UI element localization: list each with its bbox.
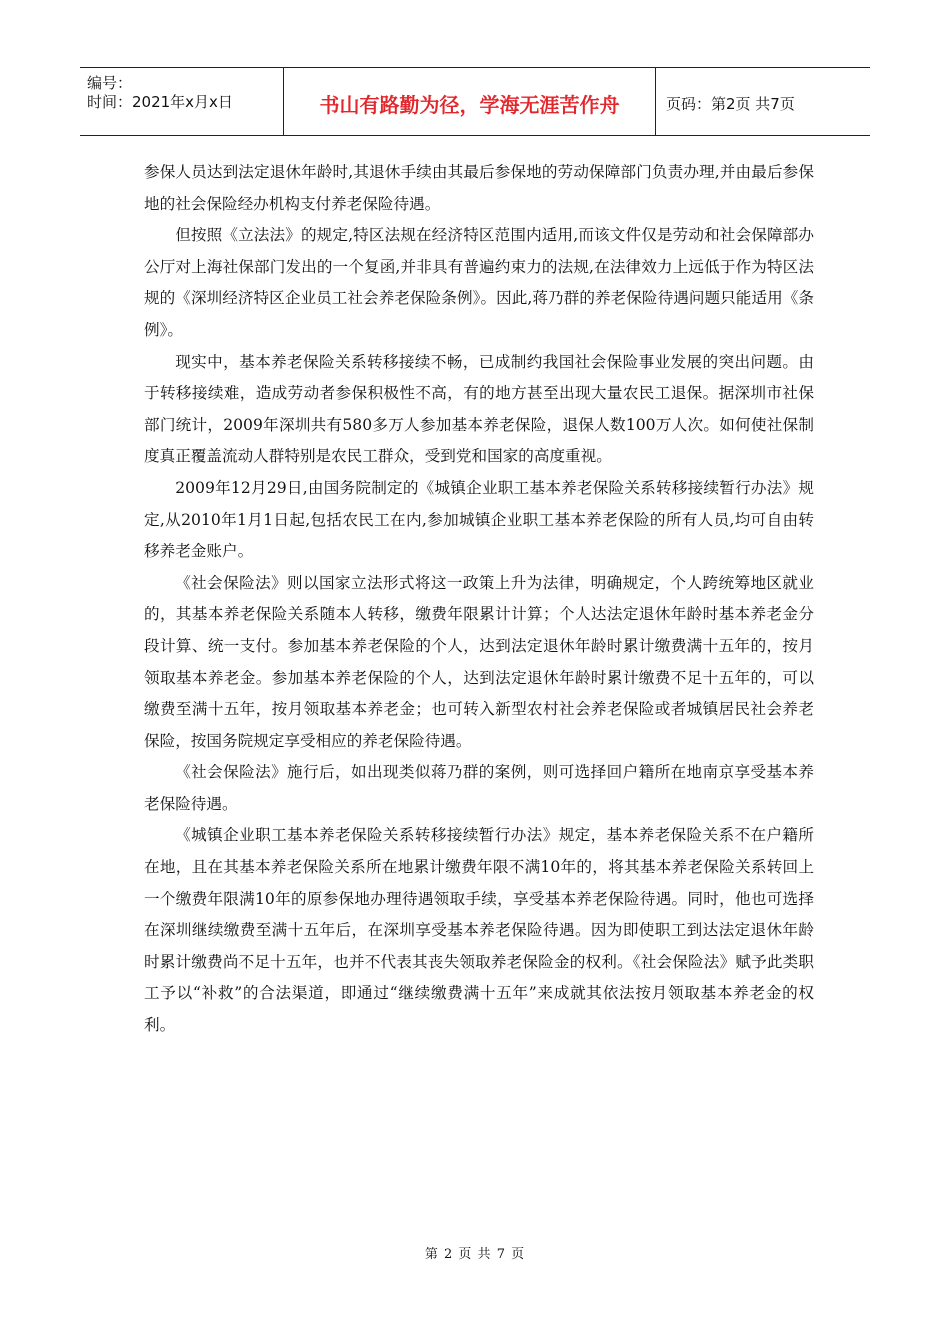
header-time-label: 时间：2021年x月x日 xyxy=(87,93,233,111)
document-header xyxy=(80,67,870,136)
body-paragraph-4: 2009年12月29日,由国务院制定的《城镇企业职工基本养老保险关系转移接续暂行办法》规定,从2010年1月1日起,包括农民工在内,参加城镇企业职工基本养老保险的所有人员,均可自由转移养老金账户。 xyxy=(144,478,814,561)
header-motto: 书山有路勤为径，学海无涯苦作舟 xyxy=(284,68,656,135)
body-paragraph-1: 参保人员达到法定退休年龄时,其退休手续由其最后参保地的劳动保障部门负责办理,并由最后参保地的社会保险经办机构支付养老保险待遇。 xyxy=(144,163,814,213)
body-paragraph-5: 《社会保险法》则以国家立法形式将这一政策上升为法律，明确规定，个人跨统筹地区就业的，其基本养老保险关系随本人转移，缴费年限累计计算；个人达法定退休年龄时基本养老金分段计算、统一支付。参加基本养老保险的个人，达到法定退休年龄时累计缴费满十五年的，按月领取基本养老金。参加基本养老保险的个人，达到法定退休年龄时累计缴费不足十五年的，可以缴费至满十五年，按月领取基本养老金；也可转入新型农村社会养老保险或者城镇居民社会养老保险，按国务院规定享受相应的养老保险待遇。 xyxy=(144,573,814,750)
header-meta-cell xyxy=(80,68,284,135)
body-paragraph-3: 现实中，基本养老保险关系转移接续不畅，已成制约我国社会保险事业发展的突出问题。由于转移接续难，造成劳动者参保积极性不高，有的地方甚至出现大量农民工退保。据深圳市社保部门统计，2009年深圳共有580多万人参加基本养老保险，退保人数100万人次。如何使社保制度真正覆盖流动人群特别是农民工群众，受到党和国家的高度重视。 xyxy=(144,352,814,466)
header-number-label: 编号： xyxy=(87,74,133,92)
body-paragraph-7: 《城镇企业职工基本养老保险关系转移接续暂行办法》规定，基本养老保险关系不在户籍所在地，且在其基本养老保险关系所在地累计缴费年限不满10年的，将其基本养老保险关系转回上一个缴费年限满10年的原参保地办理待遇领取手续，享受基本养老保险待遇。同时，他也可选择在深圳继续缴费至满十五年后，在深圳享受基本养老保险待遇。因为即使职工到达法定退休年龄时累计缴费尚不足十五年，也并不代表其丧失领取养老保险金的权利。《社会保险法》赋予此类职工予以“补救”的合法渠道，即通过“继续缴费满十五年”来成就其依法按月领取基本养老金的权利。 xyxy=(144,826,814,1035)
document-body xyxy=(144,157,814,1042)
page-footer: 第 2 页 共 7 页 xyxy=(424,1247,526,1262)
body-paragraph-6: 《社会保险法》施行后，如出现类似蒋乃群的案例，则可选择回户籍所在地南京享受基本养老保险待遇。 xyxy=(144,763,814,813)
header-page-info: 页码：第2页 共7页 xyxy=(666,94,795,113)
body-paragraph-2: 但按照《立法法》的规定,特区法规在经济特区范围内适用,而该文件仅是劳动和社会保障部办公厅对上海社保部门发出的一个复函,并非具有普遍约束力的法规,在法律效力上远低于作为特区法规的《深圳经济特区企业员工社会养老保险条例》。因此,蒋乃群的养老保险待遇问题只能适用《条例》。 xyxy=(144,226,814,339)
